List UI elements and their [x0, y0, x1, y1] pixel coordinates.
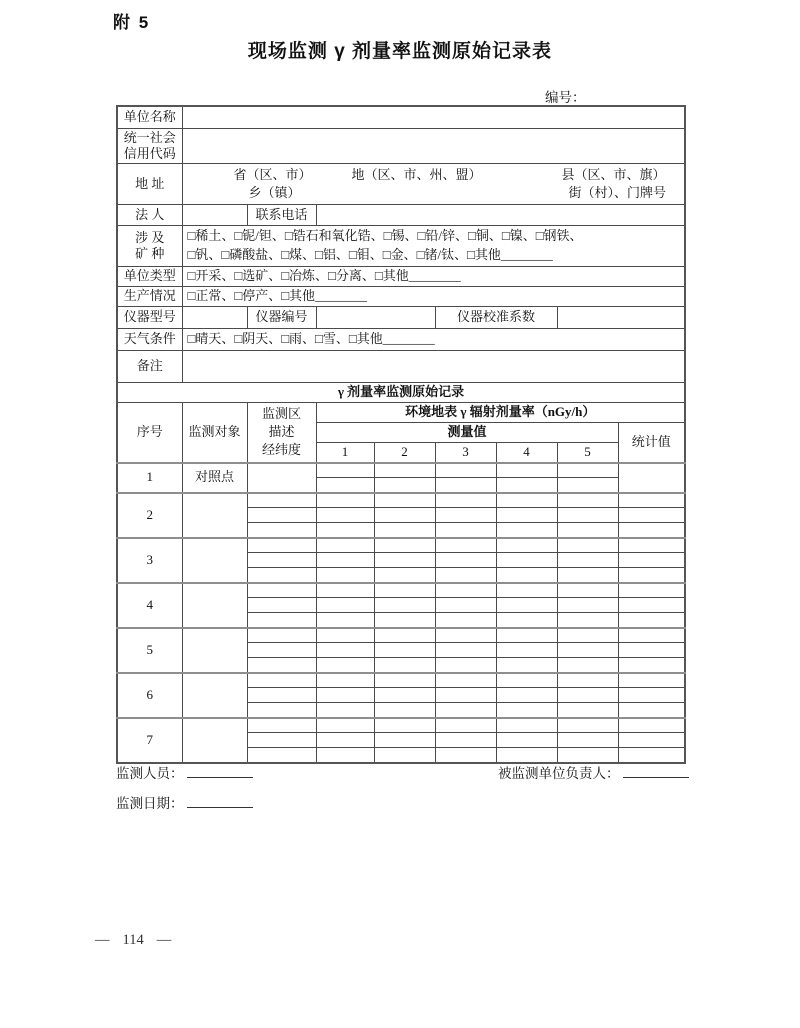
instrument-model-value: [182, 306, 247, 328]
record-measure-cell-4: [496, 583, 557, 598]
record-object: [182, 673, 247, 718]
area-header: [247, 402, 316, 462]
record-seq: 7: [117, 718, 182, 763]
record-subrow: [117, 538, 685, 553]
record-area-cell: [247, 568, 316, 583]
legal-person-label: 法 人: [117, 205, 182, 226]
record-measure-cell-4: [496, 523, 557, 538]
monitor-person-blank: [187, 764, 253, 778]
measure-header: 测量值: [316, 422, 618, 442]
record-area-cell: [247, 748, 316, 763]
monitored-unit-label: 被监测单位负责人：: [498, 766, 620, 781]
record-measure-cell-4: [496, 478, 557, 493]
contact-phone-label: 联系电话: [247, 205, 316, 226]
record-measure-cell-5: [557, 523, 618, 538]
record-stat-cell: [618, 613, 685, 628]
monitored-unit-group: [498, 762, 689, 782]
record-measure-cell-3: [435, 553, 496, 568]
record-measure-cell-3: [435, 733, 496, 748]
unit-type-options: □开采、□选矿、□冶炼、□分离、□其他________: [182, 267, 685, 287]
record-measure-cell-3: [435, 538, 496, 553]
page-number-dash-left: —: [95, 932, 110, 948]
record-measure-cell-1: [316, 718, 374, 733]
record-measure-cell-3: [435, 703, 496, 718]
record-measure-cell-2: [374, 748, 435, 763]
record-measure-cell-5: [557, 478, 618, 493]
record-measure-cell-3: [435, 463, 496, 478]
record-measure-cell-1: [316, 508, 374, 523]
record-seq: 1: [117, 463, 182, 493]
record-measure-cell-4: [496, 613, 557, 628]
record-measure-cell-1: [316, 598, 374, 613]
address-line2: [188, 184, 685, 202]
record-measure-cell-1: [316, 628, 374, 643]
record-measure-cell-2: [374, 613, 435, 628]
minerals-options: [182, 226, 685, 267]
record-measure-cell-5: [557, 688, 618, 703]
record-object: [182, 493, 247, 538]
record-measure-cell-5: [557, 583, 618, 598]
record-measure-cell-4: [496, 718, 557, 733]
record-measure-cell-3: [435, 658, 496, 673]
record-measure-cell-4: [496, 568, 557, 583]
page-title: 现场监测 γ 剂量率监测原始记录表: [247, 41, 553, 62]
record-measure-cell-4: [496, 703, 557, 718]
record-measure-cell-1: [316, 733, 374, 748]
record-stat-cell: [618, 703, 685, 718]
record-stat-cell: [618, 463, 685, 493]
instrument-model-label: 仪器型号: [117, 306, 182, 328]
minerals-options-line1: □稀土、□铌/钽、□锆石和氧化锆、□锡、□铅/锌、□铜、□镍、□钢铁、: [187, 228, 583, 244]
record-measure-cell-1: [316, 748, 374, 763]
record-stat-cell: [618, 733, 685, 748]
record-measure-cell-3: [435, 628, 496, 643]
record-seq: 3: [117, 538, 182, 583]
record-measure-cell-4: [496, 553, 557, 568]
signature-row-2: [116, 792, 684, 822]
address-province: 省（区、市）: [233, 167, 312, 182]
production-label: 生产情况: [117, 286, 182, 306]
record-measure-cell-2: [374, 718, 435, 733]
record-measure-cell-2: [374, 478, 435, 493]
record-subrow: [117, 583, 685, 598]
record-measure-cell-1: [316, 463, 374, 478]
record-measure-cell-2: [374, 598, 435, 613]
record-measure-cell-4: [496, 538, 557, 553]
record-stat-cell: [618, 688, 685, 703]
record-stat-cell: [618, 508, 685, 523]
record-subrow: [117, 673, 685, 688]
record-object: 对照点: [182, 463, 247, 493]
record-measure-cell-5: [557, 508, 618, 523]
calibration-label: 仪器校准系数: [435, 306, 557, 328]
record-area-cell: [247, 493, 316, 508]
monitored-unit-blank: [623, 764, 689, 778]
record-measure-cell-3: [435, 478, 496, 493]
record-area-cell: [247, 673, 316, 688]
record-section-title: γ 剂量率监测原始记录: [117, 382, 685, 402]
seq-header: 序号: [117, 402, 182, 462]
record-measure-cell-1: [316, 658, 374, 673]
address-township: 乡（镇）: [248, 185, 301, 201]
weather-options: □晴天、□阴天、□雨、□雪、□其他________: [182, 328, 685, 350]
contact-phone-value: [316, 205, 685, 226]
instrument-number-label: 仪器编号: [247, 306, 316, 328]
record-stat-cell: [618, 493, 685, 508]
record-measure-cell-3: [435, 583, 496, 598]
page-number-value: 114: [122, 932, 144, 948]
signature-area: [116, 762, 684, 822]
record-measure-cell-1: [316, 613, 374, 628]
unit-name-label: 单位名称: [117, 106, 182, 128]
record-area-cell: [247, 553, 316, 568]
record-measure-cell-1: [316, 478, 374, 493]
record-measure-cell-4: [496, 628, 557, 643]
record-measure-cell-5: [557, 598, 618, 613]
record-measure-cell-2: [374, 733, 435, 748]
page-number: [95, 932, 171, 949]
record-area-cell: [247, 583, 316, 598]
address-value: [182, 164, 685, 205]
record-area-cell: [247, 718, 316, 733]
minerals-options-line2: □钒、□磷酸盐、□煤、□铝、□钼、□金、□锗/钛、□其他________: [187, 247, 553, 263]
record-measure-cell-2: [374, 493, 435, 508]
record-measure-cell-5: [557, 463, 618, 478]
record-area-cell: [247, 463, 316, 493]
record-measure-cell-2: [374, 628, 435, 643]
attachment-label: 附 5: [113, 13, 151, 32]
credit-code-value: [182, 128, 685, 164]
credit-code-label: [117, 128, 182, 164]
address-prefecture: 地（区、市、州、盟）: [351, 167, 482, 182]
credit-code-label-line1: 统一社会: [123, 129, 176, 145]
record-measure-cell-1: [316, 643, 374, 658]
record-subrow: [117, 718, 685, 733]
record-measure-cell-3: [435, 508, 496, 523]
unit-type-label: 单位类型: [117, 267, 182, 287]
record-measure-cell-3: [435, 598, 496, 613]
record-measure-cell-4: [496, 673, 557, 688]
instrument-number-value: [316, 306, 435, 328]
record-measure-cell-4: [496, 733, 557, 748]
measure-col-3: 3: [435, 442, 496, 462]
record-measure-cell-1: [316, 583, 374, 598]
record-measure-cell-1: [316, 493, 374, 508]
measure-col-1: 1: [316, 442, 374, 462]
record-measure-cell-1: [316, 703, 374, 718]
dose-header: 环境地表 γ 辐射剂量率（nGy/h）: [316, 402, 685, 422]
record-measure-cell-4: [496, 508, 557, 523]
record-stat-cell: [618, 643, 685, 658]
minerals-label-line1: 涉 及: [135, 229, 165, 245]
minerals-label-line2: 矿 种: [135, 246, 165, 262]
measure-col-4: 4: [496, 442, 557, 462]
record-area-cell: [247, 598, 316, 613]
record-measure-cell-5: [557, 718, 618, 733]
record-measure-cell-3: [435, 673, 496, 688]
record-area-cell: [247, 658, 316, 673]
record-stat-cell: [618, 523, 685, 538]
remarks-value: [182, 350, 685, 382]
record-measure-cell-5: [557, 493, 618, 508]
minerals-label: [117, 226, 182, 267]
record-measure-cell-3: [435, 718, 496, 733]
record-measure-cell-5: [557, 673, 618, 688]
record-seq: 6: [117, 673, 182, 718]
record-measure-cell-2: [374, 538, 435, 553]
measure-col-2: 2: [374, 442, 435, 462]
production-options: □正常、□停产、□其他________: [182, 286, 685, 306]
signature-row-1: [116, 762, 684, 792]
address-street: 街（村）、门牌号: [568, 185, 667, 201]
record-measure-cell-2: [374, 643, 435, 658]
monitor-date-blank: [187, 794, 253, 808]
area-header-line2: 描述: [268, 424, 295, 440]
record-measure-cell-5: [557, 748, 618, 763]
record-measure-cell-5: [557, 703, 618, 718]
record-measure-cell-3: [435, 523, 496, 538]
record-object: [182, 583, 247, 628]
record-stat-cell: [618, 598, 685, 613]
unit-name-value: [182, 106, 685, 128]
weather-label: 天气条件: [117, 328, 182, 350]
page-number-dash-right: —: [156, 932, 172, 948]
record-area-cell: [247, 613, 316, 628]
record-measure-cell-3: [435, 493, 496, 508]
record-measure-cell-2: [374, 508, 435, 523]
record-measure-cell-2: [374, 703, 435, 718]
record-measure-cell-2: [374, 553, 435, 568]
record-subrow: [117, 628, 685, 643]
record-subrow: [117, 493, 685, 508]
record-measure-cell-5: [557, 568, 618, 583]
record-subrow: [117, 463, 685, 478]
record-measure-cell-3: [435, 568, 496, 583]
record-measure-cell-5: [557, 658, 618, 673]
area-header-line3: 经纬度: [261, 442, 301, 458]
record-stat-cell: [618, 553, 685, 568]
record-measure-cell-5: [557, 628, 618, 643]
record-area-cell: [247, 733, 316, 748]
record-stat-cell: [618, 628, 685, 643]
record-form-table: [116, 105, 686, 764]
remarks-label: 备注: [117, 350, 182, 382]
address-line1: [188, 166, 685, 184]
record-measure-cell-4: [496, 643, 557, 658]
record-measure-cell-4: [496, 688, 557, 703]
record-measure-cell-1: [316, 538, 374, 553]
monitor-person-label: 监测人员：: [116, 766, 184, 781]
record-measure-cell-2: [374, 688, 435, 703]
record-measure-cell-2: [374, 523, 435, 538]
measure-col-5: 5: [557, 442, 618, 462]
record-measure-cell-4: [496, 658, 557, 673]
record-area-cell: [247, 688, 316, 703]
record-area-cell: [247, 703, 316, 718]
record-measure-cell-1: [316, 688, 374, 703]
record-seq: 4: [117, 583, 182, 628]
record-stat-cell: [618, 568, 685, 583]
record-measure-cell-5: [557, 733, 618, 748]
record-measure-cell-3: [435, 688, 496, 703]
record-measure-cell-3: [435, 643, 496, 658]
record-object: [182, 538, 247, 583]
record-measure-cell-3: [435, 748, 496, 763]
record-measure-cell-4: [496, 493, 557, 508]
record-measure-cell-2: [374, 568, 435, 583]
record-stat-cell: [618, 748, 685, 763]
record-measure-cell-5: [557, 538, 618, 553]
record-measure-cell-2: [374, 658, 435, 673]
record-measure-cell-5: [557, 643, 618, 658]
record-measure-cell-1: [316, 673, 374, 688]
record-measure-cell-1: [316, 523, 374, 538]
record-area-cell: [247, 538, 316, 553]
record-area-cell: [247, 628, 316, 643]
record-object: [182, 628, 247, 673]
record-measure-cell-5: [557, 613, 618, 628]
record-rows: [117, 463, 685, 763]
record-measure-cell-1: [316, 568, 374, 583]
record-stat-cell: [618, 673, 685, 688]
record-measure-cell-4: [496, 463, 557, 478]
record-area-cell: [247, 643, 316, 658]
area-header-line1: 监测区: [261, 405, 301, 421]
stat-header: 统计值: [618, 422, 685, 462]
object-header: 监测对象: [182, 402, 247, 462]
record-stat-cell: [618, 583, 685, 598]
address-label: 地 址: [117, 164, 182, 205]
legal-person-value: [182, 205, 247, 226]
record-measure-cell-4: [496, 598, 557, 613]
record-seq: 5: [117, 628, 182, 673]
record-measure-cell-3: [435, 613, 496, 628]
address-county: 县（区、市、旗）: [561, 167, 666, 182]
credit-code-label-line2: 信用代码: [123, 145, 176, 161]
record-measure-cell-4: [496, 748, 557, 763]
monitor-date-label: 监测日期：: [116, 796, 184, 811]
record-measure-cell-1: [316, 553, 374, 568]
record-stat-cell: [618, 538, 685, 553]
record-seq: 2: [117, 493, 182, 538]
record-stat-cell: [618, 658, 685, 673]
record-object: [182, 718, 247, 763]
record-measure-cell-5: [557, 553, 618, 568]
record-stat-cell: [618, 718, 685, 733]
record-area-cell: [247, 508, 316, 523]
record-measure-cell-2: [374, 463, 435, 478]
record-area-cell: [247, 523, 316, 538]
number-label: 编号：: [545, 90, 586, 105]
record-measure-cell-2: [374, 583, 435, 598]
record-measure-cell-2: [374, 673, 435, 688]
calibration-value: [557, 306, 685, 328]
